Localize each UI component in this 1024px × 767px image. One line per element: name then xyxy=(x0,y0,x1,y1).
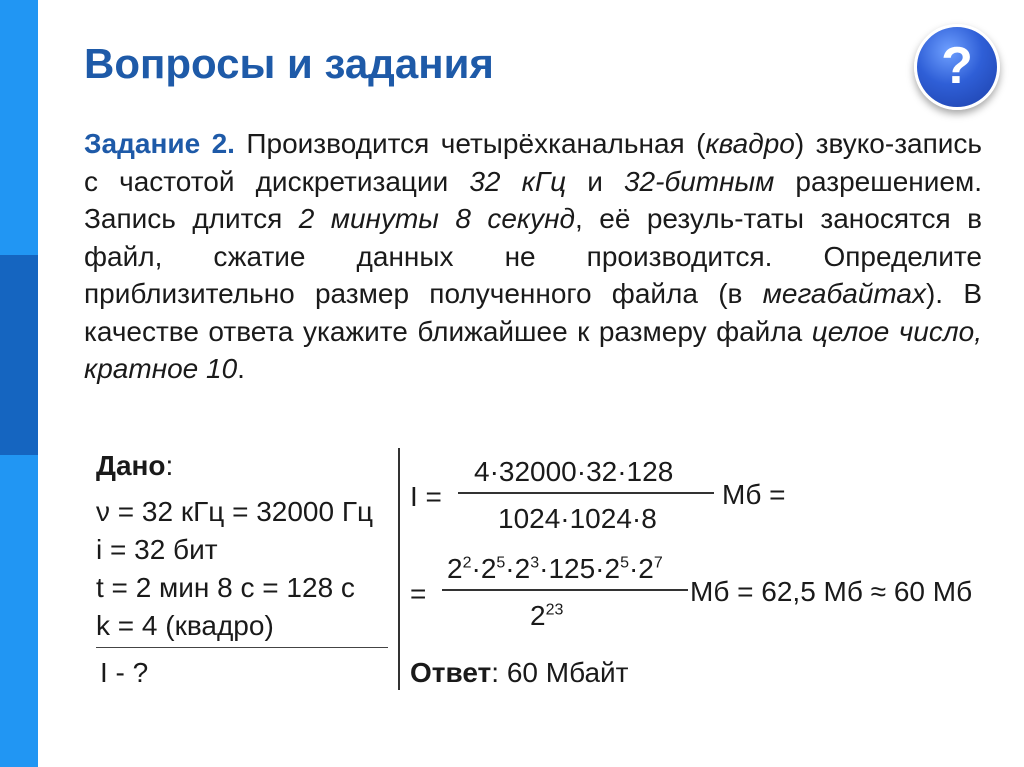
page-title: Вопросы и задания xyxy=(84,40,494,87)
given-heading xyxy=(96,450,173,482)
task-text xyxy=(84,125,982,388)
power-exponent: 23 xyxy=(545,601,564,619)
answer-label: Ответ xyxy=(410,657,492,688)
multiply-dot: · xyxy=(471,553,481,584)
formula-unit: Мб = xyxy=(722,479,786,510)
power-base: 2 xyxy=(604,553,621,584)
given-duration: t = 2 мин 8 с = 128 с xyxy=(96,572,355,603)
task-fragment: Производится четырёхканальная ( xyxy=(234,128,706,159)
answer-line xyxy=(410,657,629,689)
power-exponent: 5 xyxy=(620,554,629,572)
task-fragment: , её резуль-таты заносятся в файл, сжатие данных не производится. Определите приблизительно размер полученного файла (в xyxy=(84,203,982,309)
multiply-dot: · xyxy=(505,553,515,584)
power-exponent: 2 xyxy=(462,554,472,572)
task-emphasis: 2 минуты 8 секунд xyxy=(298,203,576,234)
task-emphasis: 32 кГц xyxy=(469,165,567,197)
given-label: Дано xyxy=(96,450,166,481)
fraction2-denominator xyxy=(530,600,563,632)
given-unknown: I - ? xyxy=(100,657,149,688)
given-bit-depth: i = 32 бит xyxy=(96,534,218,565)
formula-result: Мб = 62,5 Мб ≈ 60 Мб xyxy=(690,576,973,607)
fraction1-denominator: 1024·1024·8 xyxy=(498,503,657,534)
side-accent-bar-highlight xyxy=(0,255,38,455)
given-colon: : xyxy=(165,450,174,481)
power-base: 2 xyxy=(480,553,497,584)
fraction2-bar xyxy=(442,589,688,591)
multiply-dot: · xyxy=(539,553,549,584)
fraction1-numerator: 4·32000·32·128 xyxy=(474,456,674,487)
task-fragment: ) звуко-запись с частотой дискретизации xyxy=(84,128,983,197)
multiply-dot: · xyxy=(628,553,639,584)
task-fragment: разрешением. Запись длится xyxy=(84,165,982,234)
task-fragment: ). В качестве ответа укажите ближайшее к размеру файла xyxy=(84,278,983,347)
question-mark-glyph: ? xyxy=(941,37,973,95)
power-base: 2 xyxy=(447,553,463,584)
power-exponent: 5 xyxy=(496,554,506,572)
factor: 125 xyxy=(548,553,596,584)
formula-lhs: I = xyxy=(410,481,442,512)
power-base: 2 xyxy=(638,553,654,584)
given-frequency: ν = 32 кГц = 32000 Гц xyxy=(96,496,374,527)
task-emphasis: целое число, кратное 10 xyxy=(84,315,982,384)
answer-value: : 60 Мбайт xyxy=(491,657,629,688)
fraction2-numerator xyxy=(447,553,663,585)
task-emphasis: мегабайтах xyxy=(762,278,926,309)
task-emphasis: 32-битным xyxy=(623,165,775,197)
given-divider xyxy=(96,647,388,648)
task-fragment: . xyxy=(237,353,245,384)
power-base: 2 xyxy=(514,553,531,584)
task-emphasis: квадро xyxy=(705,128,795,159)
power-exponent: 7 xyxy=(653,554,663,572)
task-fragment: и xyxy=(566,165,624,197)
formula-equals: = xyxy=(410,578,427,609)
power-exponent: 3 xyxy=(530,554,540,572)
task-label: Задание 2. xyxy=(84,128,235,159)
fraction1-bar xyxy=(458,492,714,494)
multiply-dot: · xyxy=(595,553,605,584)
question-mark-icon xyxy=(914,24,1000,110)
power-base: 2 xyxy=(530,600,546,631)
column-divider xyxy=(398,448,400,690)
given-channels: k = 4 (квадро) xyxy=(96,610,274,641)
